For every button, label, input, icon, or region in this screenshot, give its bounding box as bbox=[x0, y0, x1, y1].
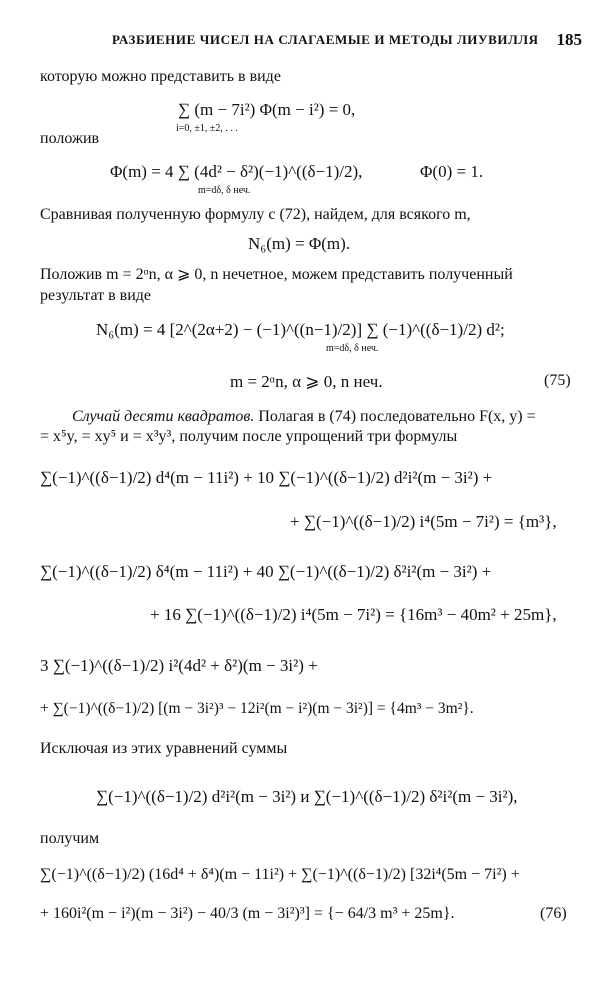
page-number: 185 bbox=[556, 30, 582, 49]
paragraph-1: которую можно представить в виде bbox=[40, 68, 281, 85]
formula-1a: ∑(−1)^((δ−1)/2) d⁴(m − 11i²) + 10 ∑(−1)^((δ−1)/2) d²i²(m − 3i²) + bbox=[40, 468, 493, 487]
paragraph-7: = x⁵y, = xy⁵ и = x³y³, получим после упрощений три формулы bbox=[40, 428, 458, 445]
equation-1-subscript: i=0, ±1, ±2, . . . bbox=[176, 123, 238, 134]
equation-5: m = 2ᵅn, α ⩾ 0, n неч. bbox=[230, 372, 383, 391]
equation-4: N₆(m) = 4 [2^(2α+2) − (−1)^((n−1)/2)] ∑ (−1)^((δ−1)/2) d²; bbox=[96, 320, 505, 339]
paragraph-6-rest: Полагая в (74) последовательно F(x, y) = bbox=[254, 408, 536, 425]
equation-2-left: Φ(m) = 4 ∑ (4d² − δ²)(−1)^((δ−1)/2), bbox=[110, 162, 363, 181]
formula-2b: + 16 ∑(−1)^((δ−1)/2) i⁴(5m − 7i²) = {16m³ − 40m² + 25m}, bbox=[150, 605, 557, 624]
formula-1b: + ∑(−1)^((δ−1)/2) i⁴(5m − 7i²) = {m³}, bbox=[290, 512, 557, 531]
formula-3a: 3 ∑(−1)^((δ−1)/2) i²(4d² + δ²)(m − 3i²) + bbox=[40, 656, 318, 675]
equation-number-75: (75) bbox=[544, 372, 571, 389]
formula-3b: + ∑(−1)^((δ−1)/2) [(m − 3i²)³ − 12i²(m − i²)(m − 3i²)] = {4m³ − 3m²}. bbox=[40, 700, 474, 717]
formula-5a: ∑(−1)^((δ−1)/2) (16d⁴ + δ⁴)(m − 11i²) + ∑(−1)^((δ−1)/2) [32i⁴(5m − 7i²) + bbox=[40, 866, 520, 883]
paragraph-9: получим bbox=[40, 830, 100, 847]
equation-4-subscript: m=dδ, δ неч. bbox=[326, 343, 379, 354]
formula-5b: + 160i²(m − i²)(m − 3i²) − 40/3 (m − 3i²)³] = {− 64/3 m³ + 25m}. bbox=[40, 905, 455, 922]
paragraph-2: положив bbox=[40, 130, 100, 147]
paragraph-5: результат в виде bbox=[40, 287, 152, 304]
header-title: РАЗБИЕНИЕ ЧИСЕЛ НА СЛАГАЕМЫЕ И МЕТОДЫ ЛИУВИЛЛЯ bbox=[112, 32, 539, 47]
formula-4: ∑(−1)^((δ−1)/2) d²i²(m − 3i²) и ∑(−1)^((δ−1)/2) δ²i²(m − 3i²), bbox=[96, 787, 518, 806]
equation-number-76: (76) bbox=[540, 905, 567, 922]
equation-2-subscript: m=dδ, δ неч. bbox=[198, 185, 251, 196]
equation-3: N₆(m) = Φ(m). bbox=[248, 234, 351, 253]
paragraph-3: Сравнивая полученную формулу с (72), найдем, для всякого m, bbox=[40, 206, 471, 223]
formula-2a: ∑(−1)^((δ−1)/2) δ⁴(m − 11i²) + 40 ∑(−1)^((δ−1)/2) δ²i²(m − 3i²) + bbox=[40, 562, 492, 581]
running-header bbox=[40, 32, 582, 52]
paragraph-8: Исключая из этих уравнений суммы bbox=[40, 740, 288, 757]
equation-2-right: Φ(0) = 1. bbox=[420, 162, 484, 181]
paragraph-6-italic: Случай десяти квадратов. bbox=[72, 408, 255, 425]
paragraph-6 bbox=[72, 408, 536, 426]
paragraph-4: Положив m = 2ᵅn, α ⩾ 0, n нечетное, можем представить полученный bbox=[40, 266, 513, 283]
equation-1: ∑ (m − 7i²) Φ(m − i²) = 0, bbox=[178, 100, 356, 119]
